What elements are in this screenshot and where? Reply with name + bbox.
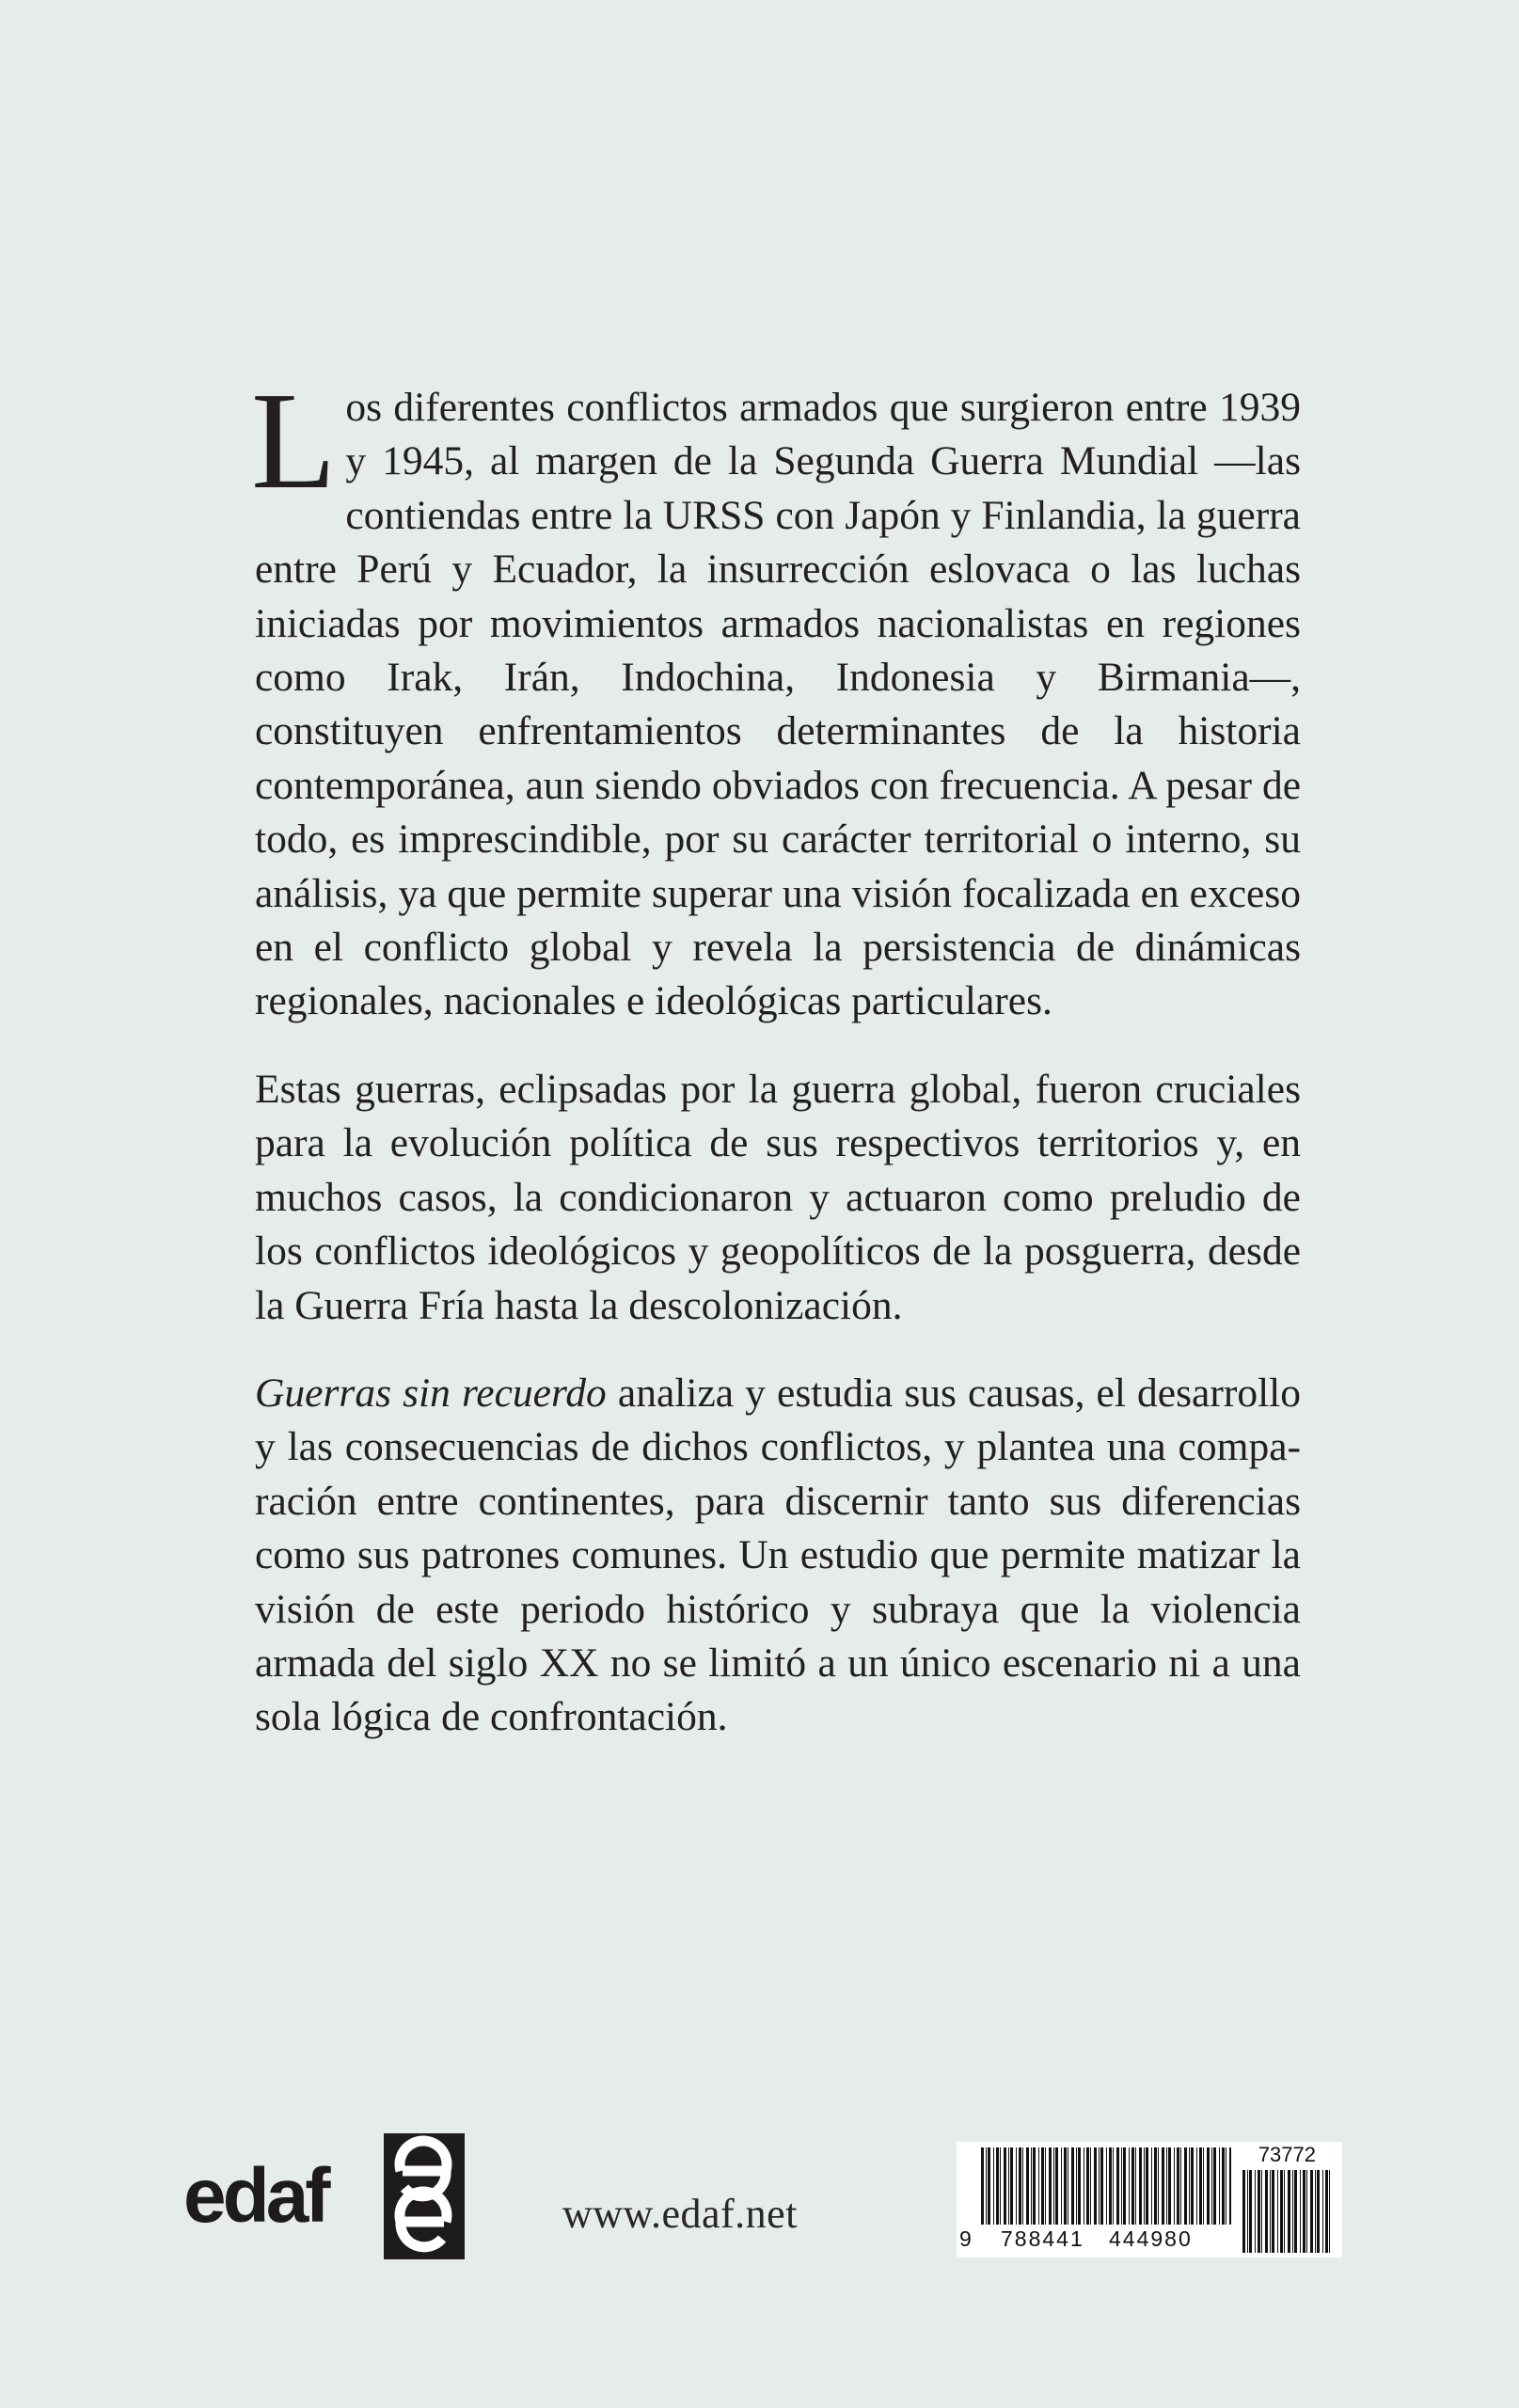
barcode-bar [1211,2147,1212,2225]
barcode-bar [1158,2147,1159,2225]
blurb-paragraph-1-text: os diferentes conflictos armados que surgieron entre 1939 y 1945, al margen de la Segunda Guerra Mundial —las contiendas entre la URSS con Japón y Finlandia, la guerra entre Perú y Ecuador, la insurrección eslovaca o las luchas iniciadas por movimientos armados nacionalistas en regiones como Irak, Irán, Indochina, Indonesia y Birmania—, constituyen enfrentamientos determinantes de la historia contemporánea, aun siendo obviados con frecuencia. A pesar de todo, es imprescindible, por su carácter territorial o interno, su análisis, ya que permite superar una visión focalizada en exceso en el conflicto global y revela la persistencia de dinámicas regionales, nacionales e ideológicas particulares. [255,385,1301,1024]
barcode-bar [1004,2147,1006,2225]
barcode-bar [1189,2147,1190,2225]
book-title-italic: Guerras sin recuerdo [255,1370,607,1416]
barcode-bar [988,2147,990,2225]
barcode-bar [1280,2170,1283,2253]
blurb-paragraph-3 [255,1367,1301,1745]
barcode-bar [1151,2147,1152,2225]
barcode-bar [1213,2147,1216,2225]
barcode-bar [1053,2147,1054,2225]
edaf-emblem-icon [384,2133,465,2259]
barcode-bar [1031,2147,1032,2225]
barcode-bar [1265,2170,1268,2253]
barcode-bar [1317,2170,1320,2253]
barcode-bar [1033,2147,1036,2225]
barcode-bar [1135,2147,1136,2225]
barcode-bar [1219,2147,1220,2225]
barcode-bar [1229,2147,1231,2225]
barcode-bar [1041,2147,1044,2225]
barcode-bar [1121,2147,1122,2225]
barcode-bar [1258,2170,1260,2253]
blurb-paragraph-3-text: analiza y estudia sus causas, el desarrollo y las consecuencias de dichos conflictos, y plantea una comparación entre continentes, para discernir tanto sus diferencias como sus patrones comunes. Un estudio que permite matizar la visión de este periodo histórico y subraya que la violencia armada del siglo XX no se limitó a un único escenario ni a una sola lógica de confrontación. [255,1370,1301,1740]
barcode-bar [1284,2170,1285,2253]
barcode-bar [1049,2147,1052,2225]
barcode-bar [1008,2147,1009,2225]
barcode-bar [1010,2147,1013,2225]
barcode-lead-digit: 9 [959,2226,972,2251]
barcode-bar [1064,2147,1067,2225]
barcode-bar [1162,2147,1164,2225]
barcode-bar [1310,2170,1313,2253]
barcode-bar [1022,2147,1023,2225]
drop-cap: L [251,364,337,518]
back-cover-blurb [251,364,1301,1745]
barcode-left-digits: 788441 [1001,2226,1084,2251]
barcode-bar [993,2147,994,2225]
barcode-bar [1180,2147,1181,2225]
barcode-addon-number: 73772 [1258,2143,1316,2166]
barcode-bar [1272,2170,1274,2253]
barcode-bar [1055,2147,1058,2225]
barcode-bar [1166,2147,1167,2225]
barcode-bar [1300,2170,1301,2253]
barcode-bar [1315,2170,1316,2253]
barcode-bar [1306,2170,1307,2253]
barcode-bar [1255,2170,1256,2253]
publisher-website: www.edaf.net [562,2191,798,2237]
barcode-bar [1261,2170,1262,2253]
barcode-right-digits: 444980 [1109,2226,1193,2251]
barcode-bar [1144,2147,1145,2225]
barcode-bar [1270,2170,1271,2253]
barcode-bar [1100,2147,1103,2225]
barcode-bar [1146,2147,1148,2225]
barcode-bar [1174,2147,1175,2225]
blurb-paragraph-1 [251,364,1301,1029]
barcode-bar [1038,2147,1039,2225]
barcode-bar [1131,2147,1134,2225]
barcode-bar [1168,2147,1171,2225]
barcode-bar [1247,2170,1248,2253]
barcode-bar [1203,2147,1204,2225]
barcode-bar [1099,2147,1100,2225]
barcode-bar [1109,2147,1112,2225]
barcode-bar [1090,2147,1091,2225]
isbn-barcode [957,2142,1342,2258]
barcode-bar [1325,2170,1328,2253]
barcode-bar [1222,2147,1225,2225]
barcode-bar [1191,2147,1194,2225]
barcode-bar [1277,2170,1278,2253]
barcode-bar [1026,2147,1029,2225]
barcode-bar [1292,2170,1293,2253]
barcode-bar [981,2147,984,2225]
barcode-bar [1076,2147,1077,2225]
barcode-bar [1078,2147,1081,2225]
barcode-bar [1061,2147,1062,2225]
barcode-bar [1177,2147,1179,2225]
barcode-bar [1086,2147,1089,2225]
barcode-bar [1106,2147,1107,2225]
barcode-bar [1071,2147,1074,2225]
barcode-bar [1000,2147,1001,2225]
barcode-bar [1094,2147,1097,2225]
barcode-bar [1113,2147,1114,2225]
barcode-bar [1322,2170,1323,2253]
barcode-bar [1184,2147,1187,2225]
barcode-bar [1154,2147,1157,2225]
barcode-bar [996,2147,999,2225]
barcode-bar [1123,2147,1126,2225]
barcode-bar [1207,2147,1210,2225]
barcode-bar [986,2147,987,2225]
barcode-bar [1288,2170,1290,2253]
barcode-bar [1116,2147,1119,2225]
edaf-wordmark-logo: edaf [183,2153,327,2239]
barcode-bar [1016,2147,1017,2225]
barcode-bar [1019,2147,1021,2225]
barcode-bar [1139,2147,1142,2225]
barcode-bar [1242,2170,1245,2253]
barcode-bar [1129,2147,1130,2225]
barcode-bar [1249,2170,1252,2253]
barcode-bar [1329,2170,1330,2253]
blurb-paragraph-2: Estas guerras, eclipsadas por la guerra global, fueron cruciales para la evolución política de sus respectivos territorios y, en muchos casos, la condicionaron y actuaron como preludio de los conflictos ideológicos y geopolíticos de la posguerra, desde la Guerra Fría hasta la descolonización. [255,1066,1301,1328]
barcode-bar [1303,2170,1305,2253]
barcode-bar [1294,2170,1297,2253]
barcode-bar [1199,2147,1202,2225]
barcode-bar [1045,2147,1046,2225]
barcode-bar [1196,2147,1197,2225]
